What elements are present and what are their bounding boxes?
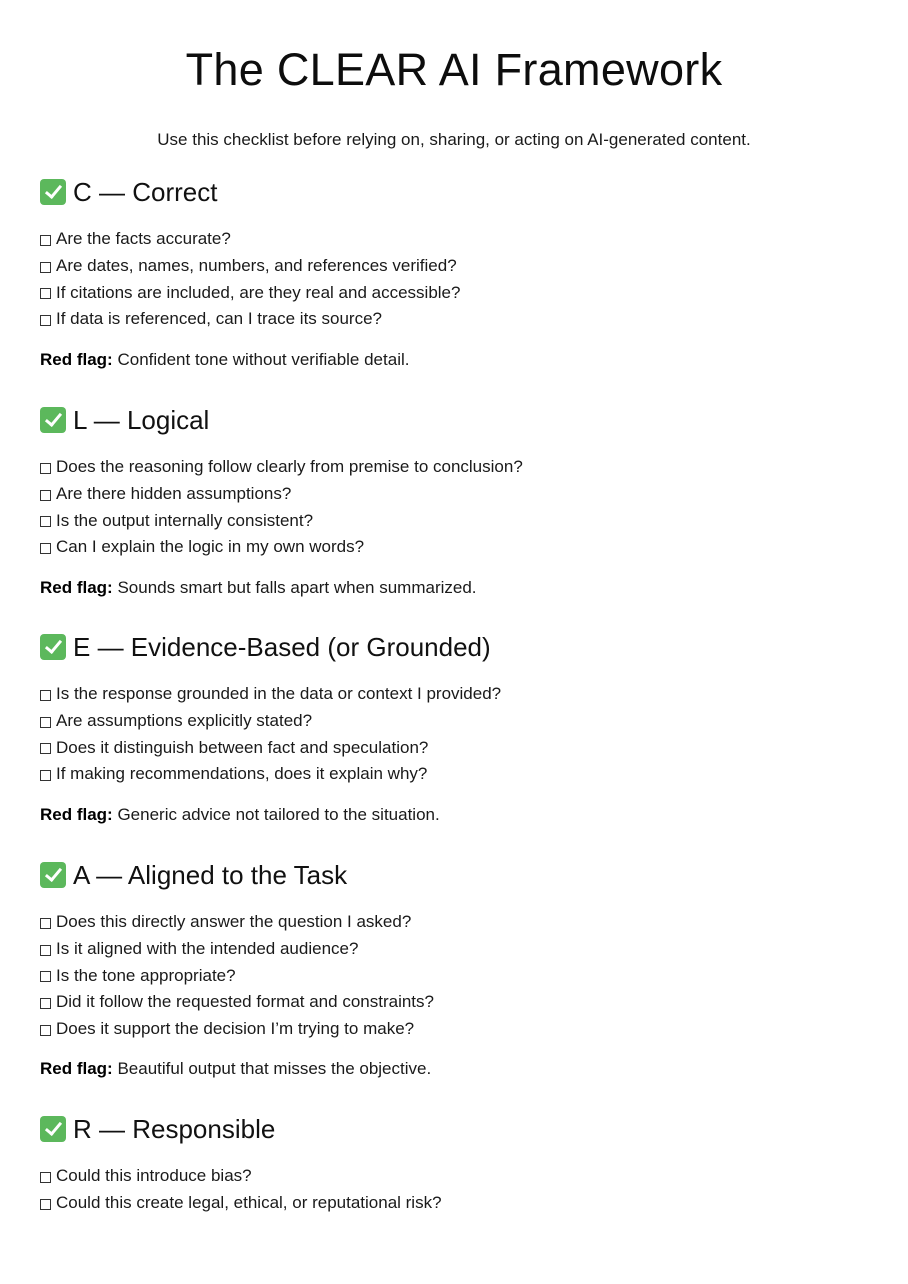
red-flag-note <box>40 1059 880 1079</box>
checklist-item-text: Does this directly answer the question I asked? <box>56 912 412 932</box>
checklist <box>40 909 880 1042</box>
section-heading-text: R — Responsible <box>73 1113 276 1144</box>
checklist-item[interactable] <box>40 1190 880 1217</box>
section-heading-text: A — Aligned to the Task <box>73 859 348 890</box>
check-mark-button-icon <box>40 179 66 205</box>
check-mark-button-icon <box>40 1116 66 1142</box>
red-flag-text: Beautiful output that misses the objective. <box>112 1059 432 1079</box>
checklist-item-text: Is the output internally consistent? <box>56 510 314 530</box>
section-heading-text: C — Correct <box>73 176 218 207</box>
empty-checkbox-icon[interactable] <box>40 690 51 701</box>
empty-checkbox-icon[interactable] <box>40 998 51 1009</box>
red-flag-note <box>40 350 880 370</box>
red-flag-note <box>40 805 880 825</box>
checklist-item-text: Does it distinguish between fact and speculation? <box>56 737 429 757</box>
section-responsible <box>40 1114 880 1216</box>
section-heading <box>40 1114 880 1144</box>
checklist-item[interactable] <box>40 734 880 761</box>
checklist-item-text: Does the reasoning follow clearly from premise to conclusion? <box>56 457 523 477</box>
empty-checkbox-icon[interactable] <box>40 971 51 982</box>
empty-checkbox-icon[interactable] <box>40 743 51 754</box>
checklist-item-text: Could this create legal, ethical, or reputational risk? <box>56 1193 442 1213</box>
check-mark-button-icon <box>40 862 66 888</box>
empty-checkbox-icon[interactable] <box>40 1199 51 1210</box>
checklist-item[interactable] <box>40 936 880 963</box>
empty-checkbox-icon[interactable] <box>40 1172 51 1183</box>
page-subtitle: Use this checklist before relying on, sharing, or acting on AI-generated content. <box>157 130 751 149</box>
section-heading-text: L — Logical <box>73 404 210 435</box>
section-heading <box>40 860 880 890</box>
checklist-item-text: If data is referenced, can I trace its source? <box>56 309 382 329</box>
section-heading <box>40 632 880 662</box>
section-heading <box>40 405 880 435</box>
checklist-item[interactable] <box>40 708 880 735</box>
red-flag-label: Red flag: <box>40 349 113 369</box>
checklist-item[interactable] <box>40 226 880 253</box>
checklist-item-text: Is the tone appropriate? <box>56 965 236 985</box>
checklist-item[interactable] <box>40 534 880 561</box>
empty-checkbox-icon[interactable] <box>40 516 51 527</box>
empty-checkbox-icon[interactable] <box>40 770 51 781</box>
red-flag-text: Sounds smart but falls apart when summarized. <box>112 577 477 597</box>
checklist-item[interactable] <box>40 279 880 306</box>
checklist-item[interactable] <box>40 962 880 989</box>
checklist <box>40 1163 880 1216</box>
section-evidence-based <box>40 632 880 825</box>
checklist-item-text: Does it support the decision I’m trying to make? <box>56 1019 415 1039</box>
section-heading-text: E — Evidence-Based (or Grounded) <box>73 631 491 662</box>
checklist-item-text: Could this introduce bias? <box>56 1166 252 1186</box>
empty-checkbox-icon[interactable] <box>40 918 51 929</box>
checklist-item-text: Are there hidden assumptions? <box>56 484 292 504</box>
checklist-item-text: Did it follow the requested format and constraints? <box>56 992 434 1012</box>
section-heading <box>40 177 880 207</box>
check-mark-button-icon <box>40 407 66 433</box>
red-flag-note <box>40 578 880 598</box>
empty-checkbox-icon[interactable] <box>40 717 51 728</box>
checklist-item-text: Is it aligned with the intended audience? <box>56 939 359 959</box>
checklist-item-text: Are dates, names, numbers, and references verified? <box>56 256 457 276</box>
checklist-item[interactable] <box>40 253 880 280</box>
checklist <box>40 681 880 788</box>
section-correct <box>40 177 880 370</box>
red-flag-label: Red flag: <box>40 1059 113 1079</box>
empty-checkbox-icon[interactable] <box>40 543 51 554</box>
checklist-item[interactable] <box>40 989 880 1016</box>
checklist-item[interactable] <box>40 507 880 534</box>
check-mark-button-icon <box>40 634 66 660</box>
checklist-item-text: Are assumptions explicitly stated? <box>56 711 313 731</box>
empty-checkbox-icon[interactable] <box>40 235 51 246</box>
checklist-item-text: Is the response grounded in the data or context I provided? <box>56 684 502 704</box>
section-aligned-to-task <box>40 860 880 1079</box>
checklist-item[interactable] <box>40 681 880 708</box>
page-title: The CLEAR AI Framework <box>185 44 723 95</box>
empty-checkbox-icon[interactable] <box>40 1025 51 1036</box>
checklist-item[interactable] <box>40 1163 880 1190</box>
empty-checkbox-icon[interactable] <box>40 262 51 273</box>
empty-checkbox-icon[interactable] <box>40 945 51 956</box>
checklist-item-text: If making recommendations, does it explain why? <box>56 764 428 784</box>
section-logical <box>40 405 880 598</box>
checklist <box>40 454 880 561</box>
red-flag-label: Red flag: <box>40 804 113 824</box>
checklist-item[interactable] <box>40 909 880 936</box>
empty-checkbox-icon[interactable] <box>40 288 51 299</box>
checklist-item[interactable] <box>40 1016 880 1043</box>
checklist-item-text: If citations are included, are they real and accessible? <box>56 282 461 302</box>
empty-checkbox-icon[interactable] <box>40 315 51 326</box>
checklist-item[interactable] <box>40 481 880 508</box>
empty-checkbox-icon[interactable] <box>40 463 51 474</box>
checklist-item[interactable] <box>40 761 880 788</box>
empty-checkbox-icon[interactable] <box>40 490 51 501</box>
red-flag-text: Confident tone without verifiable detail. <box>112 349 410 369</box>
checklist-item-text: Can I explain the logic in my own words? <box>56 537 365 557</box>
checklist-item[interactable] <box>40 454 880 481</box>
checklist-item-text: Are the facts accurate? <box>56 229 231 249</box>
red-flag-text: Generic advice not tailored to the situation. <box>112 804 440 824</box>
checklist <box>40 226 880 333</box>
checklist-item[interactable] <box>40 306 880 333</box>
red-flag-label: Red flag: <box>40 577 113 597</box>
